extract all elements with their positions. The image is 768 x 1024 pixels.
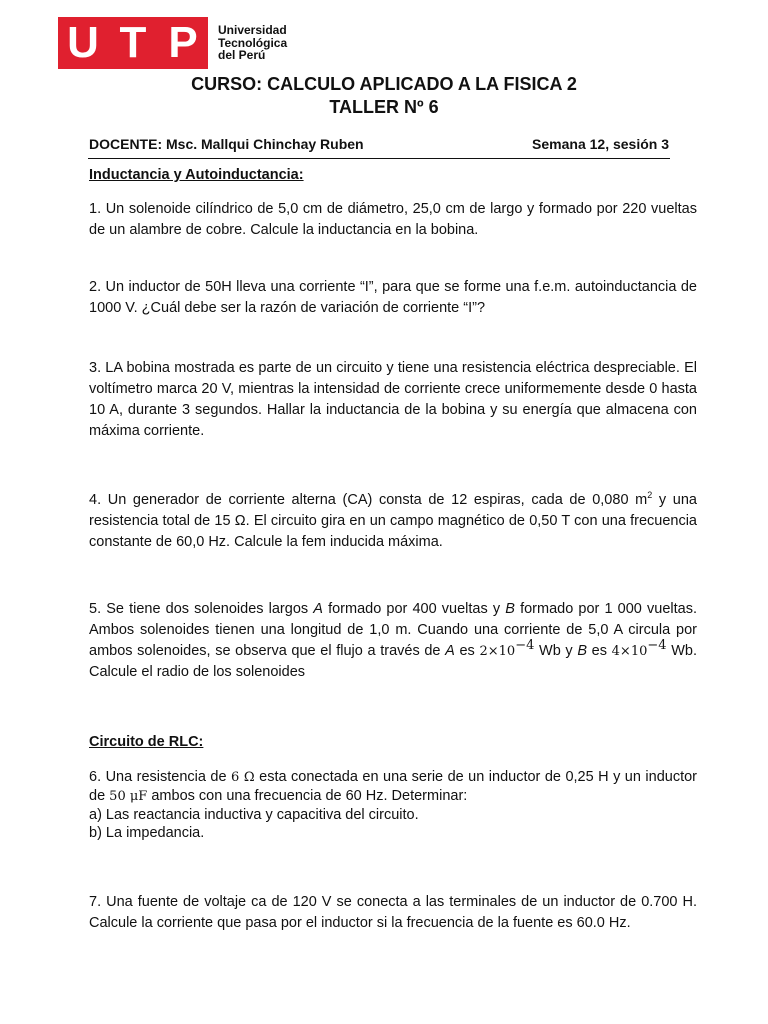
problem-6-text-b: esta conectada en una serie de un inductor de 0,25 H y un inductor de <box>89 769 697 804</box>
problem-5-text-g: Wb. Calcule el radio de los solenoides <box>89 643 697 680</box>
course-title: CURSO: CALCULO APLICADO A LA FISICA 2 <box>191 74 577 94</box>
problem-5 <box>89 599 697 683</box>
docente-label: DOCENTE: Msc. Mallqui Chinchay Ruben <box>89 136 364 152</box>
utp-logo <box>58 17 287 69</box>
problem-5-text-f: es <box>587 643 612 659</box>
problem-6-statement <box>89 768 697 806</box>
problem-4-text-b: y una resistencia total de 15 Ω. El circuito gira en un campo magnético de 0,50 T con una frecuencia constante de 60,0 Hz. Calcule la fem inducida máxima. <box>89 492 697 550</box>
problem-7: 7. Una fuente de voltaje ca de 120 V se conecta a las terminales de un inductor de 0.700 H. Calcule la corriente que pasa por el inductor si la frecuencia de la fuente es 60.0 Hz. <box>89 894 697 931</box>
problem-4-sup: 2 <box>647 490 653 501</box>
problem-6-item-a: a) Las reactancia inductiva y capacitiva del circuito. <box>89 807 419 823</box>
problem-5-text-b: formado por 400 vueltas y <box>322 601 506 617</box>
section-rlc-title: Circuito de RLC: <box>89 734 204 750</box>
problem-3: 3. LA bobina mostrada es parte de un circuito y tiene una resistencia eléctrica despreciable. El voltímetro marca 20 V, mientras la intensidad de corriente crece uniformemente desde 0 hasta 10 A, durante 3 segundos. Hallar la inductancia de la bobina y su energía que almacena con máxima corriente. <box>89 360 697 439</box>
logo-university-name <box>218 24 287 62</box>
problem-2: 2. Un inductor de 50H lleva una corriente “I”, para que se forme una f.e.m. autoinductancia de 1000 V. ¿Cuál debe ser la razón de variación de corriente “I”? <box>89 279 697 316</box>
problem-5-text-c: formado por 1 000 vueltas. Ambos solenoides tienen una longitud de 1,0 m. Cuando una corriente de 5,0 A circula por ambos solenoides, se observa que el flujo a través de <box>89 601 697 659</box>
problem-5-flux-a: 2×10 <box>479 644 516 659</box>
problem-5-b-var-2: B <box>577 643 588 659</box>
problem-6-text-a: 6. Una resistencia de <box>89 769 232 785</box>
logo-line-3: del Perú <box>218 48 266 63</box>
problem-6-item-b: b) La impedancia. <box>89 825 205 841</box>
problem-5-text-a: 5. Se tiene dos solenoides largos <box>89 601 314 617</box>
logo-line-1: Universidad <box>218 23 287 38</box>
problem-5-a-var: A <box>313 601 323 617</box>
problem-5-b-var: B <box>505 601 515 617</box>
problem-6-text-c: ambos con una frecuencia de 60 Hz. Determinar: <box>147 788 468 804</box>
section-inductancia-title: Inductancia y Autoinductancia: <box>89 167 304 183</box>
problem-1: 1. Un solenoide cilíndrico de 5,0 cm de diámetro, 25,0 cm de largo y formado por 220 vueltas de un alambre de cobre. Calcule la inductancia en la bobina. <box>89 201 697 238</box>
problem-5-text-e: Wb y <box>534 643 578 659</box>
semana-label: Semana 12, sesión 3 <box>532 136 669 152</box>
utp-logo-mark <box>58 17 208 69</box>
logo-letter-t: T <box>119 18 147 67</box>
problem-5-a-var-2: A <box>445 643 455 659</box>
problem-5-text-d: es <box>454 643 480 659</box>
docente-row <box>89 136 669 152</box>
problem-5-flux-b: 4×10 <box>611 644 648 659</box>
workshop-title: TALLER Nº 6 <box>329 97 439 117</box>
problem-6 <box>89 768 697 842</box>
header-divider <box>88 158 670 159</box>
problem-5-flux-b-exp: −4 <box>647 638 667 654</box>
problem-5-flux-a-exp: −4 <box>515 638 535 654</box>
logo-letter-u: U <box>67 18 99 67</box>
logo-letter-p: P <box>168 18 198 67</box>
logo-line-2: Tecnológica <box>218 35 288 50</box>
problem-6-resistance: 6 Ω <box>231 770 255 785</box>
problem-6-capacitance: 50 μF <box>109 789 148 804</box>
problem-4-text-a: 4. Un generador de corriente alterna (CA) consta de 12 espiras, cada de 0,080 m <box>89 492 648 508</box>
problem-4 <box>89 490 697 553</box>
